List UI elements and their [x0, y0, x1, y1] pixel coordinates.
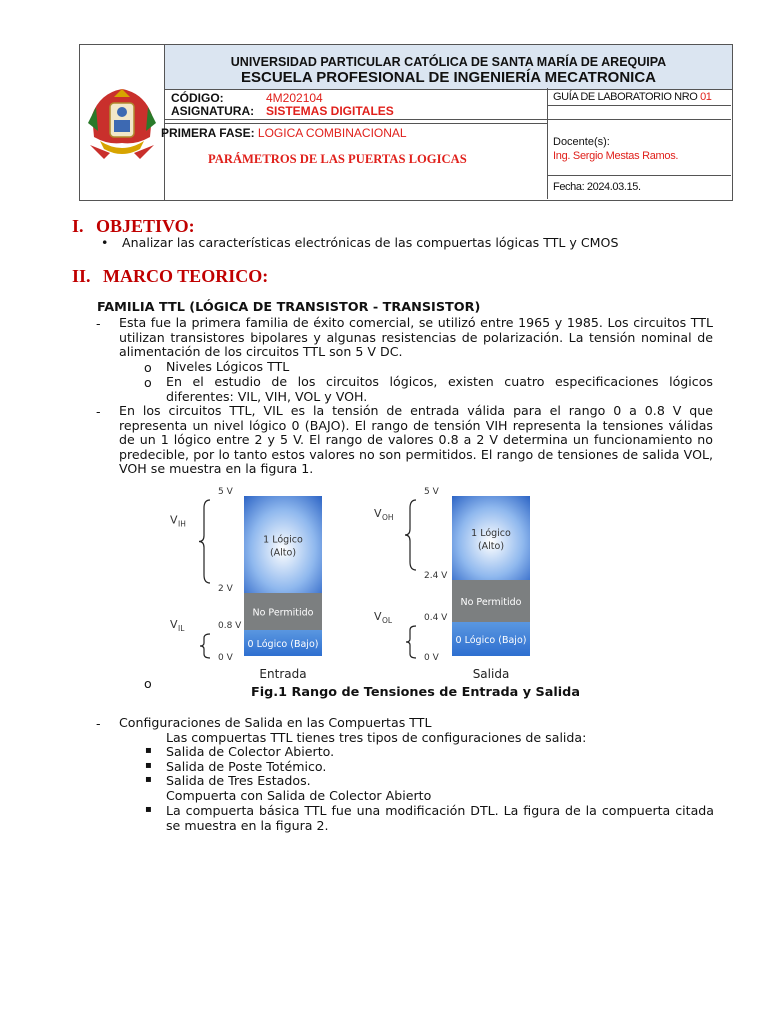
- tick-label: 0.4 V: [424, 613, 448, 623]
- family-title: FAMILIA TTL (LÓGICA DE TRANSISTOR - TRANSISTOR): [97, 300, 481, 315]
- tick-label: 2.4 V: [424, 571, 448, 581]
- list-item: Salida de Colector Abierto.: [166, 744, 335, 759]
- docente-value: Ing. Sergio Mestas Ramos.: [553, 150, 679, 162]
- square-bullet-icon: ▪: [145, 760, 152, 771]
- high-label: 1 Lógico: [263, 534, 303, 546]
- lower-range-sub: IL: [178, 624, 185, 633]
- section-1-heading: [72, 216, 195, 237]
- tick-label: 5 V: [424, 487, 439, 497]
- section-1-title: OBJETIVO:: [96, 216, 195, 236]
- list-item: Salida de Poste Totémico.: [166, 759, 327, 774]
- fase-value: LOGICA COMBINACIONAL: [257, 126, 407, 140]
- high-label: 1 Lógico: [471, 528, 511, 539]
- list-item: Salida de Tres Estados.: [166, 773, 311, 788]
- fase-label: PRIMERA FASE:: [161, 126, 255, 140]
- upper-brace: [405, 500, 416, 570]
- upper-range-label: V: [170, 513, 178, 527]
- square-bullet-icon: ▪: [145, 774, 152, 785]
- dash-marker: -: [96, 316, 101, 331]
- circle-marker: o: [144, 676, 152, 691]
- asignatura-row: [171, 104, 394, 118]
- lower-brace: [200, 634, 210, 658]
- paragraph-2: En los circuitos TTL, VIL es la tensión de entrada válida para el rango 0 a 0.8 V que representa un nivel lógico 0 (BAJO). El rango de tensión VIH representa la tensiones válidas de un 1 lógico entre 2 y 5 V. El rango de valores 0.8 a 2 V determina un funcionamiento no predecible, por lo tanto estos valores no son permitidos. El rango de tensiones de salida VOL, VOH se muestra en la figura 1.: [119, 403, 713, 477]
- fecha: Fecha: 2024.03.15.: [553, 181, 641, 193]
- paragraph-1: Esta fue la primera familia de éxito comercial, se utilizó entre 1965 y 1985. Los circuitos TTL utilizan transistores bipolares y algunas resistencias de polarización. La tensión nominal de alimentación de los circuitos TTL son 5 V DC.: [119, 315, 713, 360]
- section-1-number: I.: [72, 216, 84, 236]
- upper-range-sub: IH: [178, 519, 186, 529]
- docente-label: Docente(s):: [553, 136, 610, 148]
- high-sublabel: (Alto): [269, 547, 297, 559]
- lower-range-sub: OL: [382, 616, 393, 625]
- tick-label: 2 V: [218, 584, 233, 594]
- paragraph-4: Compuerta con Salida de Colector Abierto: [166, 788, 432, 803]
- upper-range-label: V: [374, 507, 382, 520]
- figure-caption: Fig.1 Rango de Tensiones de Entrada y Salida: [251, 685, 580, 700]
- section-2-title: MARCO TEORICO:: [103, 266, 269, 286]
- guia-label: GUÍA DE LABORATORIO NRO: [553, 91, 698, 103]
- upper-range-sub: OH: [382, 513, 394, 522]
- panel-name: Entrada: [259, 667, 307, 681]
- upper-brace: [199, 500, 210, 583]
- lower-range-label: V: [374, 610, 382, 623]
- tick-label: 0 V: [218, 653, 233, 663]
- asignatura-value: SISTEMAS DIGITALES: [266, 104, 394, 118]
- bullet-dot-icon: •: [101, 235, 109, 250]
- tick-label: 0 V: [424, 653, 439, 663]
- low-label: 0 Lógico (Bajo): [455, 635, 527, 646]
- high-sublabel: (Alto): [477, 541, 505, 552]
- school-name: ESCUELA PROFESIONAL DE INGENIERÍA MECATRONICA: [240, 69, 657, 86]
- square-bullet-icon: ▪: [145, 804, 152, 815]
- dash-marker: -: [96, 404, 101, 419]
- codigo-value: 4M202104: [266, 91, 323, 105]
- dash-marker: -: [96, 716, 101, 731]
- list-item: La compuerta básica TTL fue una modificación DTL. La figura de la compuerta citada se muestra en la figura 2.: [166, 803, 714, 833]
- low-label: 0 Lógico (Bajo): [247, 639, 319, 650]
- paragraph-3b: Las compuertas TTL tienes tres tipos de configuraciones de salida:: [166, 730, 587, 745]
- guia-row: [553, 91, 712, 103]
- lower-brace: [406, 626, 416, 658]
- university-logo: [80, 45, 165, 200]
- paragraph-3: Configuraciones de Salida en las Compuertas TTL: [119, 715, 432, 730]
- forbidden-label: No Permitido: [252, 607, 314, 619]
- university-name: UNIVERSIDAD PARTICULAR CATÓLICA DE SANTA MARÍA DE AREQUIPA: [230, 55, 667, 69]
- tick-label: 0.8 V: [218, 621, 242, 631]
- objective-text: Analizar las características electrónicas de las compuertas lógicas TTL y CMOS: [122, 235, 619, 250]
- circle-marker: o: [144, 360, 152, 375]
- sub-item-1: Niveles Lógicos TTL: [166, 359, 290, 374]
- panel-name: Salida: [472, 667, 510, 681]
- asignatura-label: ASIGNATURA:: [171, 104, 255, 118]
- section-2-heading: [72, 266, 268, 287]
- forbidden-label: No Permitido: [460, 597, 522, 608]
- tick-label: 5 V: [218, 487, 233, 497]
- codigo-row: [171, 91, 323, 105]
- voltage-range-figure: [140, 480, 610, 692]
- sub-item-2: En el estudio de los circuitos lógicos, existen cuatro especificaciones lógicos diferentes: VIL, VIH, VOL y VOH.: [166, 374, 713, 404]
- codigo-label: CÓDIGO:: [171, 91, 224, 105]
- square-bullet-icon: ▪: [145, 745, 152, 756]
- section-2-number: II.: [72, 266, 91, 286]
- practice-title: PARÁMETROS DE LAS PUERTAS LOGICAS: [208, 152, 467, 166]
- university-banner: [165, 45, 732, 90]
- guia-value: 01: [700, 91, 712, 103]
- fase-row: [161, 126, 407, 140]
- lower-range-label: V: [170, 618, 178, 631]
- circle-marker: o: [144, 375, 152, 390]
